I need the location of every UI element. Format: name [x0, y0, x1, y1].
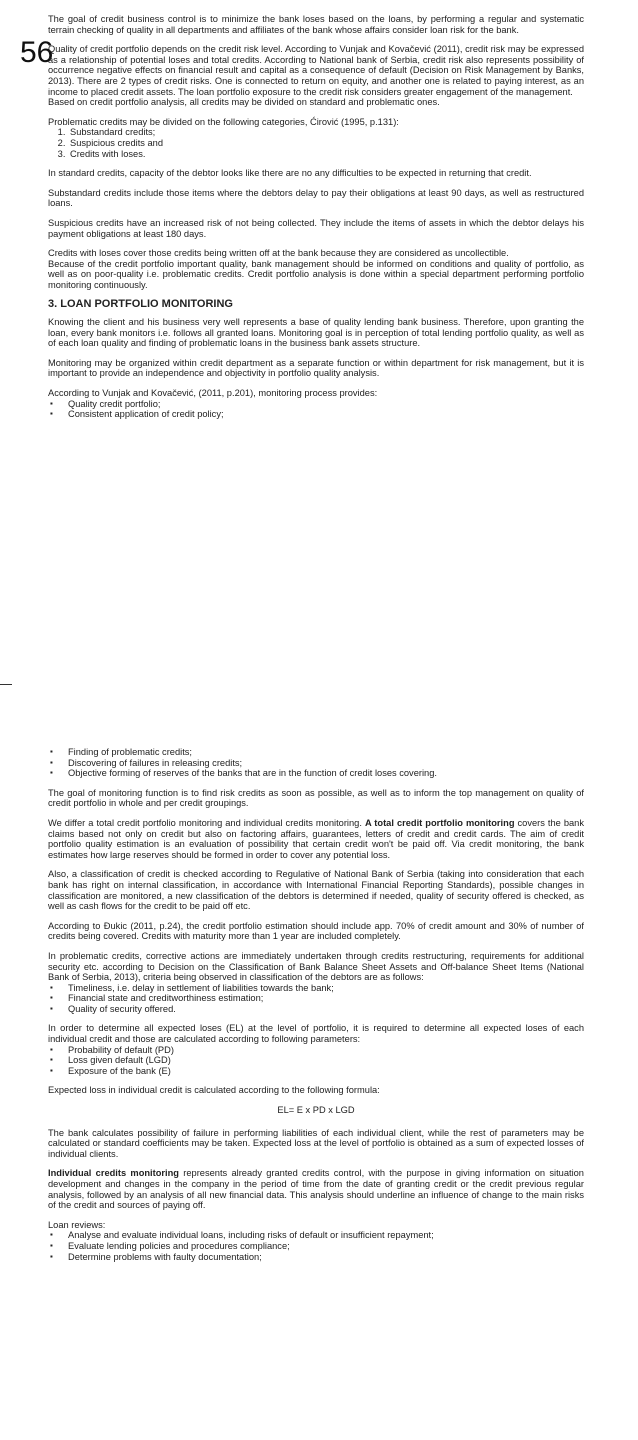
- paragraph-el: In order to determine all expected loses (EL) at the level of portfolio, it is required to determine all expected loses of each individual credit and those are calculated according to following parameters:: [48, 1023, 584, 1045]
- paragraph-formula-intro: Expected loss in individual credit is calculated according to the following formula:: [48, 1085, 380, 1096]
- individual-bold: Individual credits monitoring: [48, 1168, 179, 1179]
- paragraph-bank-calc: The bank calculates possibility of failure in performing liabilities of each individual client, while the rest of parameters may be calculated or standard coefficients may be taken. Expected loss at the level of portfolio is obtained as a sum of expected losses of individual clients.: [48, 1127, 584, 1159]
- list-item: ▪ Probability of default (PD): [68, 1045, 584, 1056]
- list-item: ▪ Quality credit portfolio;: [68, 399, 584, 410]
- list-item: ▪ Analyse and evaluate individual loans, including risks of default or insufficient repayment;: [68, 1230, 584, 1241]
- paragraph-standard: In standard credits, capacity of the debtor looks like there are no any difficulties to be expected in returning that credit.: [48, 168, 532, 179]
- page-number: 56: [20, 36, 54, 69]
- paragraph-goal-monitoring: The goal of monitoring function is to find risk credits as soon as possible, as well as to inform the top management on quality of credit portfolio in whole and per credit groupings.: [48, 787, 584, 809]
- paragraph-corrective: In problematic credits, corrective actions are immediately undertaken through credits restructuring, requirements for additional security etc. according to Decision on the Classification of Bank Balance Sheet Assets and Off-balance Sheet Items (National Bank of Serbia, 2013), criteria being observed in classification of the debtors are as follows:: [48, 950, 584, 983]
- paragraph-loses: Credits with loses cover those credits being written off at the bank because they are considered as uncollectible.: [48, 248, 509, 259]
- list-item: ▪ Timeliness, i.e. delay in settlement of liabilities towards the bank;: [68, 983, 584, 994]
- section-heading: 3. LOAN PORTFOLIO MONITORING: [48, 298, 233, 311]
- differ-rest: covers the bank claims based not only on credit but also on factoring affairs, guarantees, letters of credit and credit cards. The aim of credit portfolio quality estimation is an evaluation of possibility that certain credit won't be paid off. Via credit monitoring, the bank estimates how large reserves should be formed in order to cover any potential loss.: [48, 817, 584, 860]
- list-item: 1. Substandard credits;: [68, 127, 584, 138]
- paragraph-individual: [48, 1168, 584, 1210]
- individual-rest: represents already granted credits control, with the purpose in giving information on situation development and changes in the company in the period of time from the date of granting credit or the credit previous regular analysis, followed by an analysis of all new financial data. This analysis should underline an influence of change to the main risks of the credit and sources of paying off.: [48, 1168, 584, 1211]
- paragraph-monitoring: Monitoring may be organized within credit department as a separate function or within department for risk management, but it is important to provide an independence and objectivity in portfolio quality analysis.: [48, 357, 584, 379]
- list-item: ▪ Financial state and creditworthiness estimation;: [68, 993, 584, 1004]
- differ-intro: We differ a total credit portfolio monitoring and individual credits monitoring.: [48, 817, 362, 828]
- list-item: ▪ Finding of problematic credits;: [68, 747, 584, 758]
- reviews-list: [48, 1230, 584, 1262]
- list-item: ▪ Objective forming of reserves of the banks that are in the function of credit loses covering.: [68, 768, 584, 779]
- page-top-block: [48, 14, 584, 429]
- paragraph-knowing: Knowing the client and his business very well represents a base of quality lending bank business. Therefore, upon granting the loan, every bank monitors i.e. follows all granted loans. Monitoring goal is in perception of total lending portfolio quality, as well as of each loan quality and finding of problematic loans in the business bank assets structure.: [48, 317, 584, 349]
- paragraph-dukic: According to Đukic (2011, p.24), the credit portfolio estimation should include app. 70% of credit amount and 30% of number of credits being covered. Credits with maturity more than 1 year are included completely.: [48, 920, 584, 942]
- list-item: 3. Credits with loses.: [68, 149, 584, 160]
- provides-list: [48, 399, 584, 420]
- list-item: ▪ Loss given default (LGD): [68, 1055, 584, 1066]
- list-item: ▪ Exposure of the bank (E): [68, 1066, 584, 1077]
- list-item: ▪ Determine problems with faulty documentation;: [68, 1252, 584, 1263]
- list-item: ▪ Quality of security offered.: [68, 1004, 584, 1015]
- formula: EL= E x PD x LGD: [277, 1105, 355, 1116]
- provides-list-continued: [48, 747, 584, 779]
- list-item: 2. Suspicious credits and: [68, 138, 584, 149]
- edge-mark: [0, 684, 12, 685]
- parameters-list: [48, 1045, 584, 1077]
- paragraph-based: Based on credit portfolio analysis, all credits may be divided on standard and problematic ones.: [48, 97, 440, 108]
- paragraph-quality: Quality of credit portfolio depends on the credit risk level. According to Vunjak and Kovačević (2011), credit risk may be expressed as a relationship of potential loses and total credits. According to National bank of Serbia, credit risk also represents possibility of occurrence negative effects on financial result and capital as a consequence of default (Decision on Risk Management by Banks, 2013). There are 2 types of credit risks. One is connected to return on equity, and another one is related to paying interest, as an income to placed credit assets. The loan portfolio exposure to the credit risk considers greater engagement of the management.: [48, 44, 584, 97]
- paragraph-goal: The goal of credit business control is to minimize the bank loses based on the loans, by performing a regular and systematic terrain checking of quality in all departments and affiliates of the bank whose affairs consider loan risk for the bank.: [48, 14, 584, 35]
- list-item: ▪ Consistent application of credit policy;: [68, 409, 584, 420]
- list-item: ▪ Evaluate lending policies and procedures compliance;: [68, 1241, 584, 1252]
- paragraph-loan-reviews: Loan reviews:: [48, 1219, 106, 1230]
- paragraph-also: Also, a classification of credit is checked according to Regulative of National Bank of Serbia (taking into consideration that each bank has right on internal classification, in accordance with International Financial Reporting Standards), possible changes in classification are monitored, a new classification of the debtors is determined if needed, quality of security offered is checked, as well as cash flows for the credit to be paid off etc.: [48, 869, 584, 912]
- criteria-list: [48, 983, 584, 1015]
- paragraph-suspicious: Suspicious credits have an increased risk of not being collected. They include the items of assets in which the debtor delays his payment obligations at least 180 days.: [48, 217, 584, 239]
- page-bottom-block: [48, 747, 584, 1271]
- paragraph-because: Because of the credit portfolio important quality, bank management should be informed on conditions and quality of portfolio, as well as on poor-quality i.e. problematic credits. Credit portfolio analysis is done within a special department performing portfolio monitoring continuously.: [48, 258, 584, 290]
- paragraph-problematic: Problematic credits may be divided on the following categories, Ćirović (1995, p.131):: [48, 116, 399, 127]
- list-item: ▪ Discovering of failures in releasing credits;: [68, 758, 584, 769]
- paragraph-according: According to Vunjak and Kovačević, (2011, p.201), monitoring process provides:: [48, 388, 378, 399]
- paragraph-substandard: Substandard credits include those items where the debtors delay to pay their obligations at least 90 days, as well as restructured loans.: [48, 187, 584, 209]
- paragraph-differ: [48, 818, 584, 860]
- differ-bold: A total credit portfolio monitoring: [364, 817, 515, 828]
- categories-list: [48, 127, 584, 159]
